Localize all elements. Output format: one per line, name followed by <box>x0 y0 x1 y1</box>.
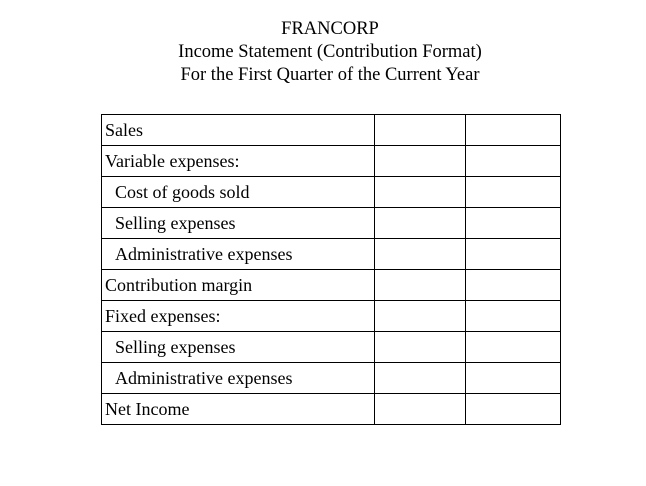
amount-cell <box>375 208 466 239</box>
table-row <box>102 332 561 363</box>
amount-cell <box>466 270 561 301</box>
table-row <box>102 239 561 270</box>
row-label: Sales <box>102 115 375 146</box>
table-row <box>102 115 561 146</box>
amount-cell <box>466 115 561 146</box>
row-label: Selling expenses <box>102 208 375 239</box>
amount-cell <box>466 332 561 363</box>
table-row <box>102 363 561 394</box>
amount-cell <box>466 208 561 239</box>
amount-cell <box>375 301 466 332</box>
row-label: Contribution margin <box>102 270 375 301</box>
table-row <box>102 208 561 239</box>
table-row <box>102 270 561 301</box>
row-label: Variable expenses: <box>102 146 375 177</box>
row-label: Net Income <box>102 394 375 425</box>
income-statement-table <box>101 114 561 425</box>
row-label: Fixed expenses: <box>102 301 375 332</box>
amount-cell <box>375 394 466 425</box>
amount-cell <box>466 394 561 425</box>
table-row <box>102 177 561 208</box>
amount-cell <box>375 115 466 146</box>
amount-cell <box>375 239 466 270</box>
amount-cell <box>375 270 466 301</box>
statement-title: Income Statement (Contribution Format) <box>178 42 482 62</box>
company-name: FRANCORP <box>281 19 379 39</box>
statement-heading <box>0 18 646 87</box>
row-label: Administrative expenses <box>102 239 375 270</box>
amount-cell <box>466 239 561 270</box>
amount-cell <box>466 363 561 394</box>
amount-cell <box>375 332 466 363</box>
row-label: Cost of goods sold <box>102 177 375 208</box>
amount-cell <box>466 146 561 177</box>
row-label: Selling expenses <box>102 332 375 363</box>
row-label: Administrative expenses <box>102 363 375 394</box>
amount-cell <box>375 363 466 394</box>
amount-cell <box>375 146 466 177</box>
table-row <box>102 301 561 332</box>
table-row <box>102 394 561 425</box>
table-row <box>102 146 561 177</box>
amount-cell <box>466 177 561 208</box>
amount-cell <box>375 177 466 208</box>
amount-cell <box>466 301 561 332</box>
statement-period: For the First Quarter of the Current Year <box>180 65 480 85</box>
